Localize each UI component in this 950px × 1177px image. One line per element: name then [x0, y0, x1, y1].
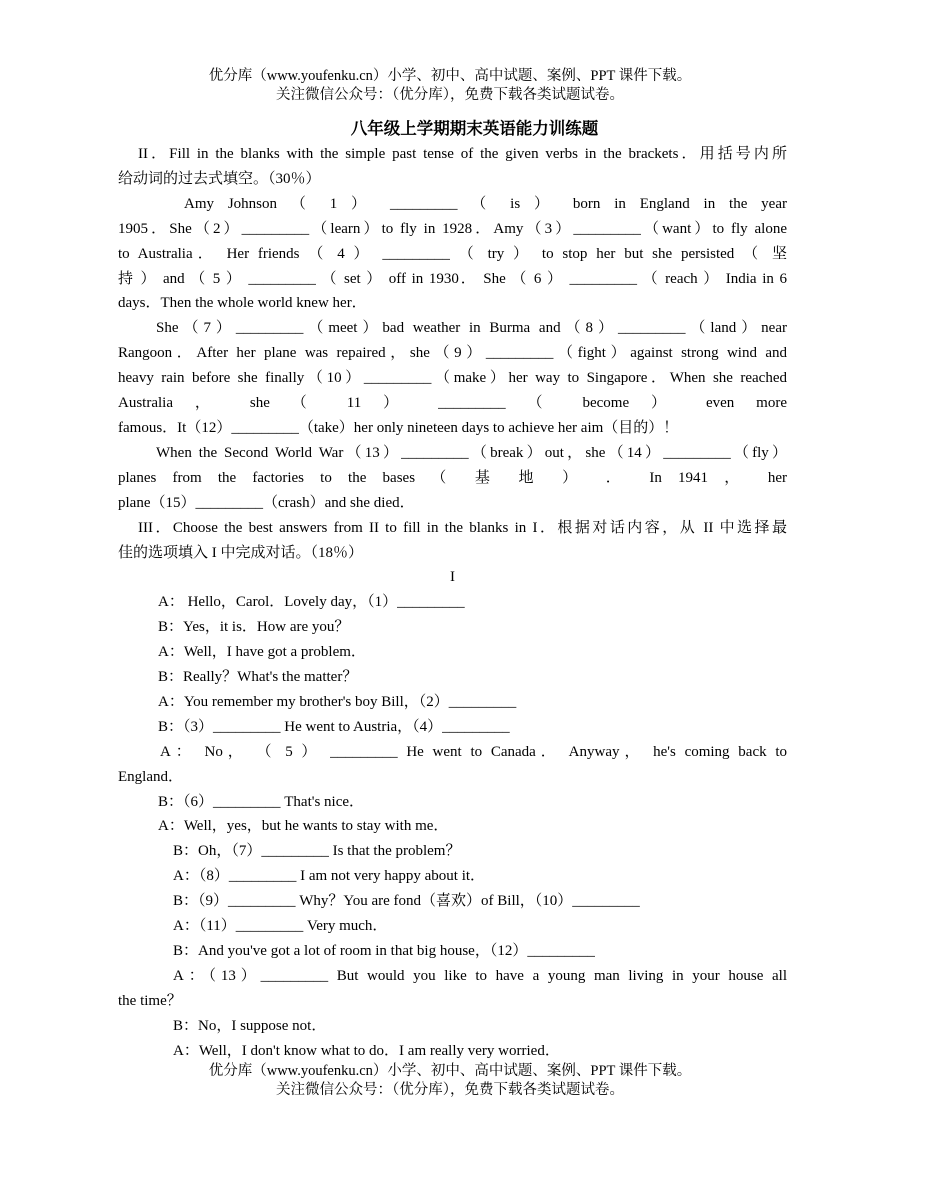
- passage-line: heavy rain before she finally（10）_________（make）her way to Singapore．When she reached: [118, 370, 787, 387]
- passage-line: days．Then the whole world knew her．: [118, 295, 367, 312]
- dialogue-line: A：（11）_________ Very much．: [173, 918, 388, 935]
- page-header: [0, 67, 900, 105]
- page-title: 八年级上学期期末英语能力训练题: [350, 119, 599, 138]
- dialogue-line: A： No， （ 5 ） _________ He went to Canada． Anyway， he's coming back to: [160, 743, 787, 760]
- passage-line: plane（15）_________（crash）and she died．: [118, 494, 415, 511]
- dialogue-line: B：Really？What's the matter？: [158, 669, 358, 686]
- section-2-instruction-line: 给动词的过去式填空。（30％）: [118, 170, 321, 187]
- dialogue-line: A： Hello，Carol．Lovely day，（1）_________: [158, 594, 465, 611]
- passage-line: When the Second World War（13）_________（break）out，she（14）_________（fly）: [156, 444, 787, 461]
- passage-line: Amy Johnson （ 1 ） _________ （ is ） born in England in the year: [184, 195, 787, 212]
- dialogue-line: B：（9）_________ Why？You are fond（喜欢）of Bill，（10）_________: [173, 893, 640, 910]
- section-2-instruction-line: II．Fill in the blanks with the simple past tense of the given verbs in the brackets．用括号内所: [138, 146, 787, 162]
- passage-line: Rangoon．After her plane was repaired，she（9）_________（fight）against strong wind and: [118, 345, 787, 362]
- dialogue-line: the time？: [118, 992, 182, 1009]
- dialogue-line: England．: [118, 768, 183, 785]
- dialogue-line: A：（8）_________ I am not very happy about it．: [173, 868, 486, 885]
- passage-line: She（7）_________（meet）bad weather in Burma and（8）_________（land）near: [156, 320, 787, 337]
- page-footer: [0, 1062, 900, 1100]
- section-3-instruction-line: III．Choose the best answers from II to fill in the blanks in I．根据对话内容，从 II 中选择最: [138, 519, 787, 536]
- dialogue-line: A：（13）_________ But would you like to have a young man living in your house all: [173, 967, 787, 984]
- dialogue-line: A：Well，I have got a problem．: [158, 644, 366, 661]
- header-line-2: 关注微信公众号：（优分库），免费下载各类试题试卷。: [276, 87, 624, 103]
- dialogue-line: A：You remember my brother's boy Bill，（2）_________: [158, 693, 517, 710]
- header-line-1: 优分库（www.youfenku.cn）小学、初中、高中试题、案例、PPT 课件下载。: [208, 68, 692, 84]
- dialogue-line: A：Well，I don't know what to do．I am really very worried．: [173, 1042, 560, 1059]
- section-2: [118, 142, 787, 516]
- section-3: [118, 516, 787, 1064]
- dialogue-line: A：Well，yes，but he wants to stay with me．: [158, 818, 449, 835]
- dialogue-line: B：（6）_________ That's nice．: [158, 793, 365, 810]
- dialogue-line: B：And you've got a lot of room in that big house，（12）_________: [173, 943, 595, 959]
- passage-line: 1905．She（2）_________（learn）to fly in 1928．Amy（3）_________（want）to fly alone: [118, 220, 787, 237]
- passage-line: 持 ） and （ 5 ） _________ （ set ） off in 1930． She （ 6 ） _________ （ reach ） India in 6: [118, 270, 787, 287]
- passage-line: to Australia． Her friends （ 4 ） _________ （ try ） to stop her but she persisted （ 坚: [118, 245, 787, 262]
- section-3-instruction-line: 佳的选项填入 I 中完成对话。（18％）: [118, 544, 363, 561]
- part-label: I: [450, 569, 455, 586]
- passage-line: famous．It（12）_________（take）her only nineteen days to achieve her aim（目的）！: [118, 419, 679, 436]
- passage-line: Australia ， she （ 11 ） _________ （ become ） even more: [118, 395, 787, 412]
- footer-line-1: 优分库（www.youfenku.cn）小学、初中、高中试题、案例、PPT 课件下载。: [208, 1063, 692, 1079]
- dialogue-line: B：No，I suppose not．: [173, 1017, 327, 1034]
- passage-line: planes from the factories to the bases （ 基 地 ） ． In 1941 ， her: [118, 469, 787, 486]
- dialogue-line: B：Oh，（7）_________ Is that the problem？: [173, 843, 461, 860]
- footer-line-2: 关注微信公众号：（优分库），免费下载各类试题试卷。: [276, 1082, 624, 1098]
- document-body: [118, 116, 787, 1064]
- dialogue-line: B：Yes，it is．How are you？: [158, 619, 350, 636]
- dialogue-line: B：（3）_________ He went to Austria，（4）_________: [158, 718, 510, 735]
